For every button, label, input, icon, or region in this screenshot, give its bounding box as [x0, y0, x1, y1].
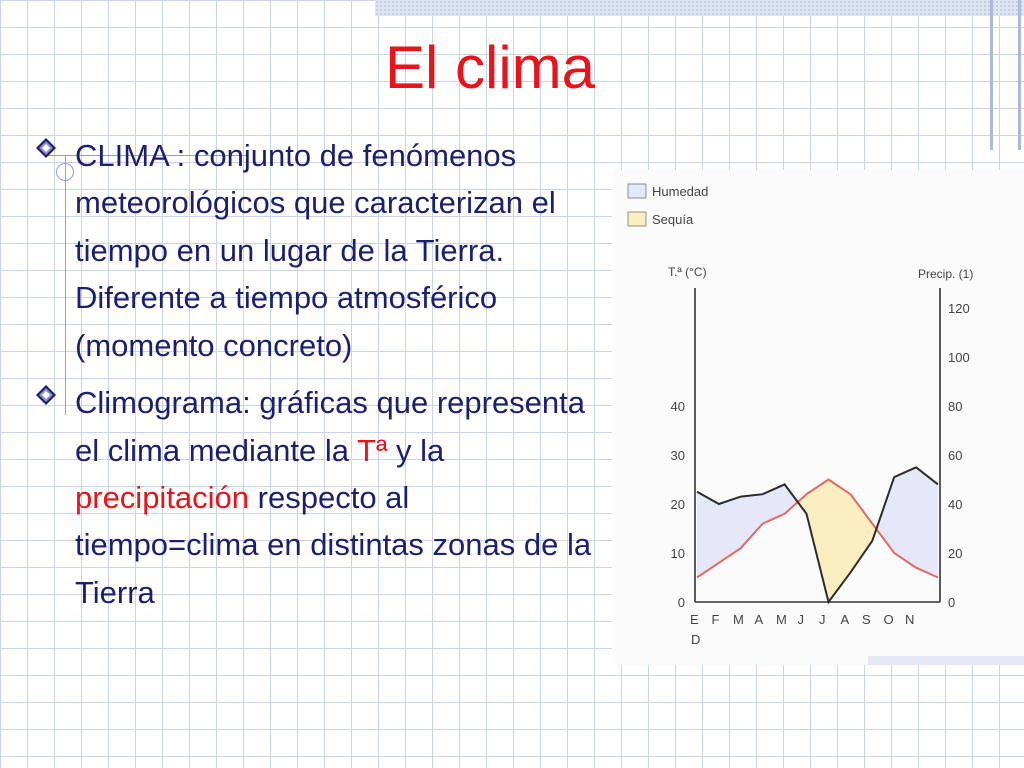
month-label: S: [862, 612, 871, 627]
decoration-bar-left: [990, 0, 993, 150]
right-tick-label: 80: [948, 399, 963, 414]
month-label: A: [754, 612, 764, 627]
bullet-text-clima: CLIMA : conjunto de fenómenos meteorológicos que caracterizan el tiempo en un lugar de la Tierra. Diferente a tiempo atmosférico (momento concreto): [75, 138, 556, 363]
left-tick-label: 0: [677, 595, 685, 610]
month-label: J: [819, 612, 826, 627]
bullet-text-part: respecto al tiempo=clima en distintas zonas de la Tierra: [75, 479, 592, 610]
decoration-bar-right: [1018, 0, 1021, 150]
legend-swatch-humedad: [628, 184, 646, 198]
bullet-item-clima: [30, 132, 600, 369]
left-tick-label: 20: [670, 497, 685, 512]
highlight-precipitation: precipitación: [75, 479, 250, 515]
bullet-list: [30, 132, 600, 626]
month-labels: [690, 612, 914, 647]
month-label: J: [797, 612, 804, 627]
right-tick-label: 40: [948, 497, 963, 512]
left-tick-label: 30: [670, 448, 685, 463]
diamond-bullet-icon: [35, 137, 57, 159]
bullet-text-part: y la: [387, 432, 445, 468]
left-axis-title: T.ª (°C): [668, 265, 707, 279]
bullet-text-climograma: [75, 379, 600, 616]
month-label: F: [711, 612, 720, 627]
legend-label-sequia: Sequía: [652, 212, 694, 227]
slide-title: El clima: [385, 34, 596, 101]
month-label: A: [840, 612, 850, 627]
climograph-chart: [612, 170, 1024, 665]
right-tick-label: 100: [948, 350, 970, 365]
month-label: N: [905, 612, 915, 627]
month-label: O: [883, 612, 894, 627]
right-tick-labels: [948, 301, 970, 610]
month-label: D: [691, 632, 701, 647]
left-tick-label: 40: [670, 399, 685, 414]
right-tick-label: 60: [948, 448, 963, 463]
month-label: M: [776, 612, 787, 627]
climograph-panel: [612, 170, 1024, 665]
right-axis-title: Precip. (1): [918, 267, 974, 281]
left-tick-labels: [671, 399, 685, 610]
legend-swatch-sequia: [628, 212, 646, 226]
header-decoration: [375, 0, 1024, 16]
footer-decoration: [868, 656, 1024, 665]
diamond-bullet-icon: [35, 384, 57, 406]
left-tick-label: 10: [670, 546, 685, 561]
month-label: M: [733, 612, 744, 627]
highlight-temperature: Tª: [357, 432, 388, 468]
right-tick-label: 0: [948, 595, 956, 610]
legend-label-humedad: Humedad: [652, 184, 709, 199]
bullet-text-part: Climograma: gráficas que representa el clima mediante la: [75, 385, 586, 468]
month-label: E: [690, 612, 699, 627]
right-tick-label: 20: [948, 546, 963, 561]
right-tick-label: 120: [948, 301, 970, 316]
bullet-item-climograma: [30, 379, 600, 616]
